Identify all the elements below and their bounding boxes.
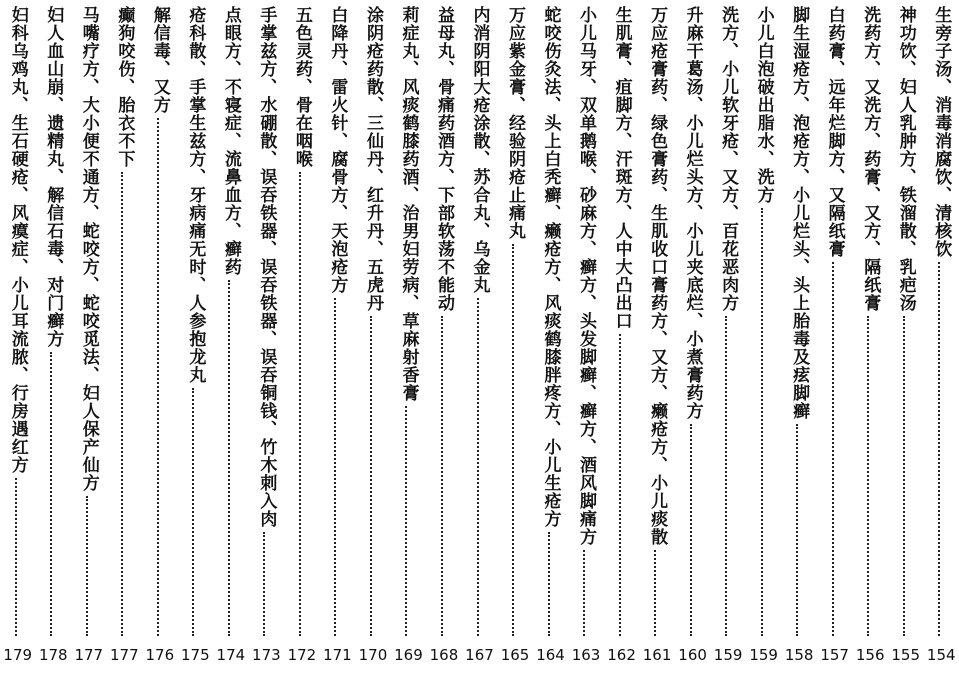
toc-entry bbox=[215, 0, 247, 674]
toc-entry bbox=[712, 0, 744, 674]
toc-entry bbox=[570, 0, 602, 674]
page-number: 170 bbox=[358, 646, 388, 664]
dot-leader bbox=[50, 352, 52, 636]
dot-leader bbox=[832, 262, 834, 636]
page-number: 159 bbox=[713, 646, 743, 664]
entry-title: 疮科散、手掌生兹方、牙病痛无时、人参抱龙丸 bbox=[185, 6, 206, 384]
dot-leader bbox=[405, 406, 407, 636]
entry-title: 涂阴疮药散、三仙丹、红升丹、五虎丹 bbox=[362, 6, 383, 312]
entry-title: 妇科乌鸡丸、生石硬疮、风瘼症、小儿耳流脓、行房遇红方 bbox=[7, 6, 28, 474]
page-number: 154 bbox=[926, 646, 956, 664]
toc-entry bbox=[535, 0, 567, 674]
toc-entry bbox=[428, 0, 460, 674]
page-number: 175 bbox=[181, 646, 210, 664]
page-number: 177 bbox=[109, 646, 139, 664]
entry-title: 马嘴疗方、大小便不通方、蛇咬方、蛇咬觅法、妇人保产仙方 bbox=[78, 6, 99, 492]
toc-entry bbox=[854, 0, 886, 674]
entry-title: 生旁子汤、消毒消腐饮、清核饮 bbox=[931, 6, 952, 258]
dot-leader bbox=[690, 424, 692, 636]
page-number: 167 bbox=[465, 646, 494, 664]
toc-entry bbox=[748, 0, 780, 674]
entry-title: 五色灵药、骨在咽喉 bbox=[291, 6, 312, 168]
page-number: 161 bbox=[642, 646, 672, 664]
toc-entry bbox=[37, 0, 69, 674]
entry-title: 升麻干葛汤、小儿烂头方、小儿夹底烂、小煮膏药方 bbox=[682, 6, 703, 420]
dot-leader bbox=[121, 172, 123, 636]
toc-entry bbox=[783, 0, 815, 674]
dot-leader bbox=[867, 316, 869, 636]
entry-title: 癫狗咬伤、胎衣不下 bbox=[114, 6, 135, 168]
entry-title: 解信毒、又方 bbox=[149, 6, 170, 114]
toc-entry bbox=[819, 0, 851, 674]
page-number: 164 bbox=[536, 646, 565, 664]
dot-leader bbox=[938, 262, 940, 636]
page-number: 163 bbox=[571, 646, 601, 664]
dot-leader bbox=[15, 478, 17, 636]
toc-entry bbox=[286, 0, 318, 674]
dot-leader bbox=[334, 298, 336, 636]
dot-leader bbox=[86, 496, 88, 636]
dot-leader bbox=[157, 118, 159, 636]
page-number: 177 bbox=[74, 646, 104, 664]
entry-title: 小儿马牙、双单鹅喉、砂麻方、癣方、头发脚癣、癣方、酒风脚痛方 bbox=[576, 6, 597, 546]
dot-leader bbox=[796, 424, 798, 636]
dot-leader bbox=[654, 550, 656, 636]
dot-leader bbox=[228, 280, 230, 636]
toc-entry bbox=[2, 0, 34, 674]
entry-title: 神功饮、妇人乳肿方、铁溜散、乳疤汤 bbox=[895, 6, 916, 312]
page-number: 165 bbox=[500, 646, 530, 664]
dot-leader bbox=[263, 532, 265, 636]
dot-leader bbox=[903, 316, 905, 636]
toc-entry bbox=[73, 0, 105, 674]
dot-leader bbox=[370, 316, 372, 636]
toc-entry bbox=[321, 0, 353, 674]
toc-entry bbox=[925, 0, 957, 674]
page-number: 169 bbox=[394, 646, 423, 664]
toc-entry bbox=[144, 0, 176, 674]
page-number: 159 bbox=[749, 646, 778, 664]
entry-title: 脚生湿疮方、泡疮方、小儿烂头、头上胎毒及痃脚癣 bbox=[789, 6, 810, 420]
page-number: 172 bbox=[287, 646, 317, 664]
dot-leader bbox=[583, 550, 585, 636]
toc-entry bbox=[464, 0, 496, 674]
toc-entry bbox=[108, 0, 140, 674]
page-number: 157 bbox=[820, 646, 849, 664]
entry-title: 万应疮膏药、绿色膏药、生肌收口膏药方、又方、癞疮方、小儿痰散 bbox=[647, 6, 668, 546]
entry-title: 万应紫金膏、经验阴疮止痛丸 bbox=[505, 6, 526, 240]
page-number: 162 bbox=[607, 646, 636, 664]
dot-leader bbox=[299, 172, 301, 636]
toc-entry bbox=[357, 0, 389, 674]
toc-entry bbox=[606, 0, 638, 674]
toc-entry bbox=[890, 0, 922, 674]
entry-title: 妇人血山崩、遗精丸、解信石毒、对门癣方 bbox=[43, 6, 64, 348]
toc-entry bbox=[392, 0, 424, 674]
dot-leader bbox=[512, 244, 514, 636]
entry-title: 益母丸、骨痛药酒方、下部软荡不能动 bbox=[433, 6, 454, 312]
entry-title: 莉症丸、风痰鹤膝药酒、治男妇劳病、草麻射香膏 bbox=[398, 6, 419, 402]
page-number: 171 bbox=[323, 646, 352, 664]
page-number: 155 bbox=[891, 646, 921, 664]
page-number: 168 bbox=[429, 646, 459, 664]
toc-entry bbox=[499, 0, 531, 674]
toc-entry bbox=[179, 0, 211, 674]
dot-leader bbox=[725, 316, 727, 636]
page-number: 160 bbox=[678, 646, 707, 664]
page-number: 176 bbox=[145, 646, 175, 664]
entry-title: 洗药方、又洗方、药膏、又方、隔纸膏 bbox=[860, 6, 881, 312]
dot-leader bbox=[192, 388, 194, 636]
dot-leader bbox=[619, 334, 621, 636]
entry-title: 生肌膏、疽脚方、汗斑方、人中大凸出口 bbox=[611, 6, 632, 330]
page-number: 178 bbox=[38, 646, 68, 664]
entry-title: 蛇咬伤灸法、头上白秃癣、癞疮方、风痰鹤膝胖疼方、小儿生疮方 bbox=[540, 6, 561, 528]
dot-leader bbox=[441, 316, 443, 636]
dot-leader bbox=[477, 298, 479, 636]
entry-title: 白降丹、雷火针、腐骨方、天泡疮方 bbox=[327, 6, 348, 294]
dot-leader bbox=[548, 532, 550, 636]
page-number: 173 bbox=[252, 646, 281, 664]
entry-title: 白药膏、远年烂脚方、又隔纸膏 bbox=[824, 6, 845, 258]
toc-entry bbox=[641, 0, 673, 674]
entry-title: 洗方、小儿软牙疮、又方、百花恶肉方 bbox=[718, 6, 739, 312]
entry-title: 手掌兹方、水硼散、误吞铁器、误吞铁器、误吞铜钱、竹木刺入肉 bbox=[256, 6, 277, 528]
entry-title: 点眼方、不寝症、流鼻血方、癣药 bbox=[220, 6, 241, 276]
toc-entry bbox=[677, 0, 709, 674]
page-number: 179 bbox=[3, 646, 33, 664]
page-number: 158 bbox=[784, 646, 814, 664]
entry-title: 小儿白泡破出脂水、洗方 bbox=[753, 6, 774, 204]
toc-entry bbox=[250, 0, 282, 674]
page-number: 174 bbox=[216, 646, 246, 664]
page-number: 156 bbox=[855, 646, 885, 664]
dot-leader bbox=[761, 208, 763, 636]
entry-title: 内消阴阳大疮涂散、苏合丸、乌金丸 bbox=[469, 6, 490, 294]
